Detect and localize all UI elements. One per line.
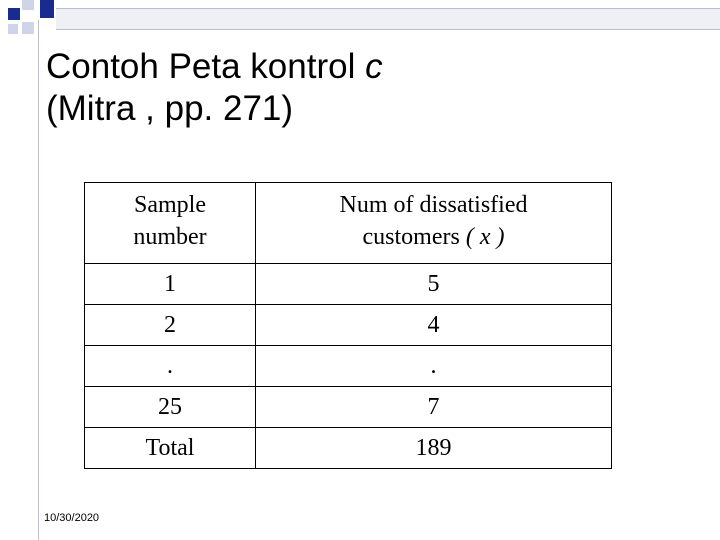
cell-sample: 2 [85,305,256,346]
corner-square-5 [8,24,18,34]
cell-sample: . [85,346,256,387]
table-header-row [85,183,612,264]
table-row [85,305,612,346]
header-dissatisfied [256,183,612,264]
cell-count: 189 [256,428,612,469]
header-sample-line1: Sample [134,192,206,218]
title-line-1 [46,46,383,88]
title-prefix: Contoh Peta kontrol [46,47,356,86]
header-sample-line2: number [133,224,207,250]
header-dissatisfied-line2 [256,221,611,253]
data-table [84,182,612,469]
cell-count: 4 [256,305,612,346]
cell-sample: 25 [85,387,256,428]
cell-count: . [256,346,612,387]
header-dissatisfied-line1: Num of dissatisfied [339,192,528,218]
slide-title [46,46,383,130]
title-variable: c [365,47,383,86]
cell-sample: Total [85,428,256,469]
cell-sample: 1 [85,264,256,305]
slide-date: 10/30/2020 [44,512,100,524]
corner-square-2 [22,0,34,10]
table-row [85,264,612,305]
table-row [85,428,612,469]
header-sample-number [85,183,256,264]
table-row [85,346,612,387]
corner-square-3 [40,0,54,18]
header-x-variable: ( x ) [465,224,505,250]
table-row [85,387,612,428]
cell-count: 7 [256,387,612,428]
corner-square-4 [22,22,34,34]
header-customers-text: customers [362,224,460,250]
cell-count: 5 [256,264,612,305]
title-line-2: (Mitra , pp. 271) [46,89,294,128]
left-rule [38,20,39,540]
header-band [56,8,720,30]
corner-square-1 [8,8,20,20]
